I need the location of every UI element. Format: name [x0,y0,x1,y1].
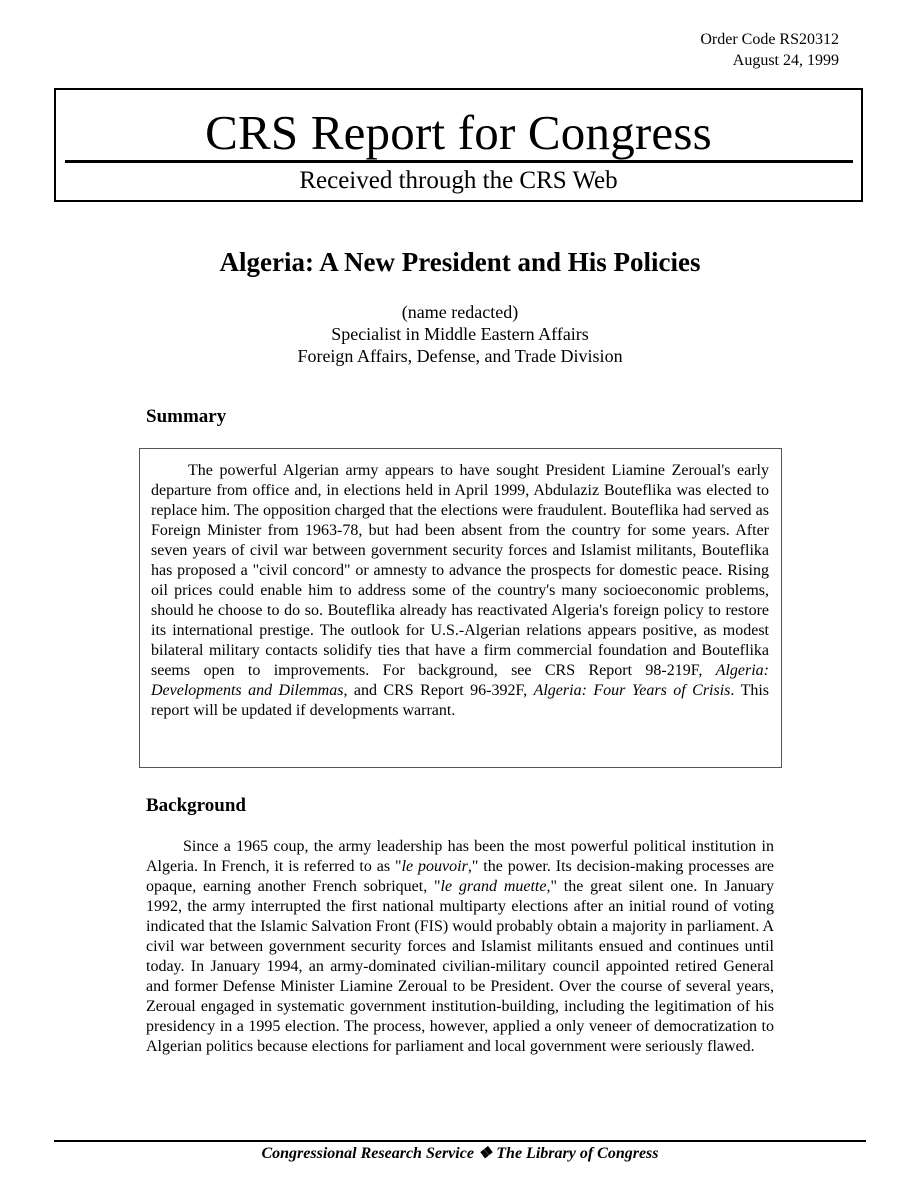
report-date: August 24, 1999 [732,52,839,69]
order-info [700,29,839,71]
background-text-2: ," the power. Its decision-making processes are opaque, earning another French sobriquet, " [146,858,775,895]
summary-heading: Summary [146,406,227,427]
summary-ref-2: Algeria: Four Years of Crisis [533,682,731,699]
footer: Congressional Research Service ❖ The Library of Congress [261,1145,659,1162]
order-code: Order Code RS20312 [700,31,839,48]
author-division: Foreign Affairs, Defense, and Trade Division [297,346,623,366]
banner-subtitle: Received through the CRS Web [299,167,618,194]
summary-text-mid: , and CRS Report 96-392F, [343,682,528,699]
report-banner [54,88,863,202]
background-italic-1: le pouvoir [401,858,468,875]
background-paragraph [146,837,774,1057]
background-body [146,837,774,1057]
summary-paragraph [151,461,769,721]
banner-title: CRS Report for Congress [205,105,712,160]
summary-text: The powerful Algerian army appears to have sought President Liamine Zeroual's early departure from office and, in elections held in April 1999, Abdulaziz Bouteflika was elected to replace him. The opposition charged that the elections were fraudulent. Bouteflika had served as Foreign Minister from 1963-78, but had been absent from the country for some years. After seven years of civil war between government security forces and Islamist militants, Bouteflika has proposed a "civil concord" or amnesty to advance the prospects for domestic peace. Rising oil prices could enable him to address some of the country's many socioeconomic problems, should he choose to do so. Bouteflika already has reactivated Algeria's foreign policy to restore its international prestige. The outlook for U.S.-Algerian relations appears positive, as modest bilateral military contacts solidify ties that have a firm commercial foundation and Bouteflika seems open to improvements. For background, see CRS Report 98-219F, [151,462,769,679]
author-name: (name redacted) [401,302,519,322]
background-text-1: Since a 1965 coup, the army leadership has been the most powerful political institution in Algeria. In French, it is referred to as " [146,838,774,875]
background-heading: Background [146,795,246,816]
summary-ref-1: Algeria: Developments and Dilemmas [151,662,770,699]
banner-divider [65,160,853,163]
author-block [0,301,920,367]
summary-text-end: . This report will be updated if developments warrant. [151,682,770,719]
background-italic-2: le grand muette [440,878,547,895]
summary-box [139,448,782,768]
background-text-3: ," the great silent one. In January 1992, the army interrupted the first national multiparty elections after an initial round of voting indicated that the Islamic Salvation Front (FIS) would probably obtain a majority in parliament. A civil war between government security forces and Islamist militants ensued and continues until today. In January 1994, an army-dominated civilian-military council appointed retired General and former Defense Minister Liamine Zeroual to be President. Over the course of several years, Zeroual engaged in systematic government institution-building, including the legitimation of his presidency in a 1995 election. The process, however, applied a only veneer of democratization to Algerian politics because elections for parliament and local government were seriously flawed. [146,878,775,1055]
footer-divider [54,1140,866,1142]
author-role: Specialist in Middle Eastern Affairs [331,324,589,344]
document-title: Algeria: A New President and His Policies [219,247,701,277]
